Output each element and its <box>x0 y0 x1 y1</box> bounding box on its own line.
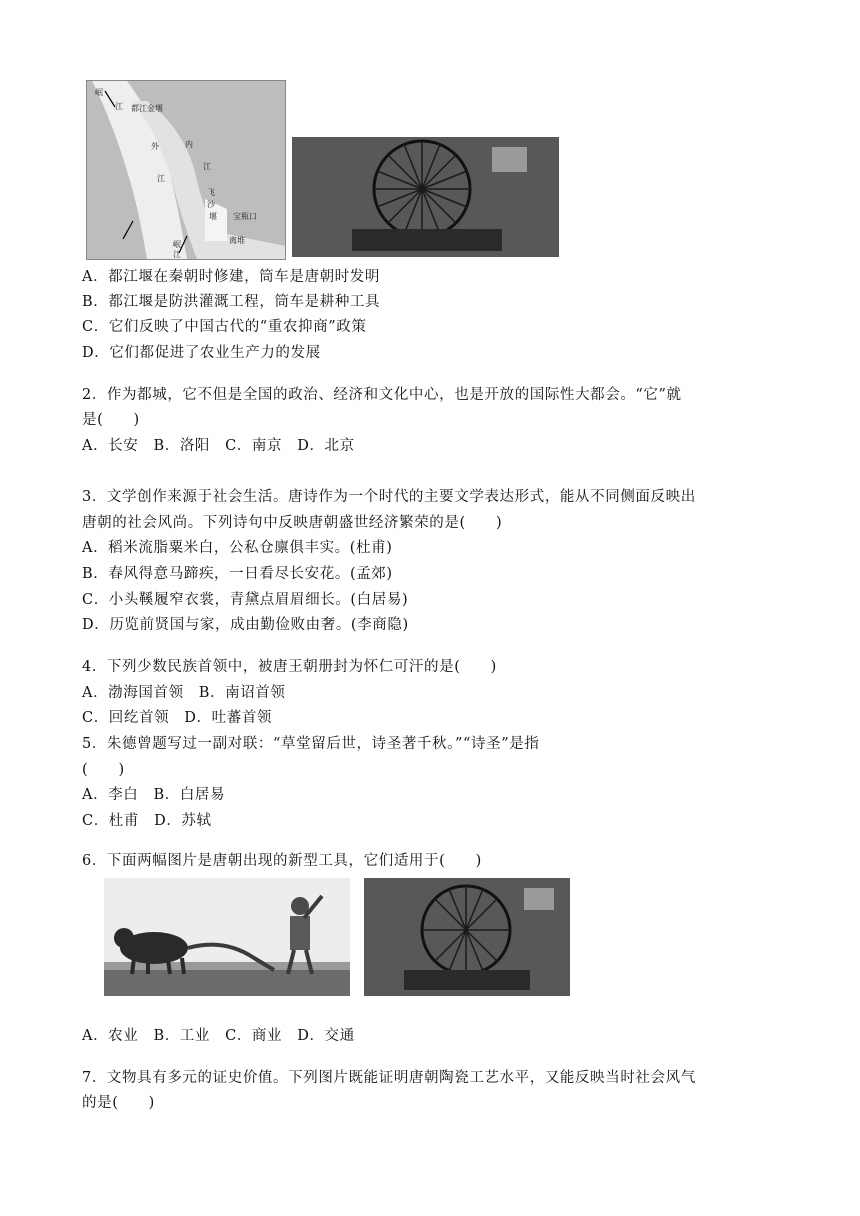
q3-stem-line1: 3．文学创作来源于社会生活。唐诗作为一个时代的主要文学表达形式，能从不同侧面反映出 <box>82 489 696 505</box>
q1-option-b: B．都江堰是防洪灌溉工程，筒车是耕种工具 <box>82 294 381 310</box>
q2-stem-line2: 是( ) <box>82 412 140 428</box>
q3-option-c: C．小头鞵履窄衣裳，青黛点眉眉细长。(白居易) <box>82 592 409 608</box>
q3-option-d: D．历览前贤国与家，成由勤俭败由奢。(李商隐) <box>82 617 409 633</box>
q5-stem-line2: ( ) <box>82 762 125 778</box>
map-label: 离堆 <box>229 236 245 245</box>
q7-stem-line1: 7．文物具有多元的证史价值。下列图片既能证明唐朝陶瓷工艺水平，又能反映当时社会风气 <box>82 1070 696 1086</box>
water-wheel-drawing-2 <box>364 878 570 996</box>
dujiangyan-map-image <box>86 80 286 260</box>
map-label: 宝瓶口 <box>233 212 257 221</box>
water-wheel-drawing <box>292 137 559 257</box>
map-label: 江 <box>115 102 123 111</box>
q3-stem-line2: 唐朝的社会风尚。下列诗句中反映唐朝盛世经济繁荣的是( ) <box>82 515 503 531</box>
q7-stem-line2: 的是( ) <box>82 1095 155 1111</box>
q5-stem-line1: 5．朱德曾题写过一副对联：“草堂留后世，诗圣著千秋。”“诗圣”是指 <box>82 736 540 752</box>
q5-options-line1: A．李白 B．白居易 <box>82 787 226 803</box>
map-label: 江 <box>173 250 181 259</box>
map-label: 沙 <box>207 200 215 209</box>
q3-option-b: B．春风得意马蹄疾，一日看尽长安花。(孟郊) <box>82 566 393 582</box>
water-wheel-photo <box>292 137 559 257</box>
map-label: 飞 <box>207 188 215 197</box>
q6-options: A．农业 B．工业 C．商业 D．交通 <box>82 1028 355 1044</box>
q1-option-c: C．它们反映了中国古代的“重农抑商”政策 <box>82 319 367 335</box>
q3-option-a: A．稻米流脂粟米白，公私仓廪俱丰实。(杜甫) <box>82 540 393 556</box>
map-label: 岷 <box>173 240 181 249</box>
q5-options-line2: C．杜甫 D．苏轼 <box>82 813 212 829</box>
q1-option-a: A．都江堰在秦朝时修建，筒车是唐朝时发明 <box>82 269 380 285</box>
map-label: 岷 <box>95 88 103 97</box>
ox-plough-illustration <box>104 878 350 996</box>
q6-stem: 6．下面两幅图片是唐朝出现的新型工具，它们适用于( ) <box>82 853 482 869</box>
q4-options-line2: C．回纥首领 D．吐蕃首领 <box>82 710 273 726</box>
plough-drawing <box>104 878 350 996</box>
map-label: 江 <box>203 162 211 171</box>
q4-stem: 4．下列少数民族首领中，被唐王朝册封为怀仁可汗的是( ) <box>82 659 497 675</box>
map-label: 外 <box>151 142 159 151</box>
map-label: 都江金堰 <box>131 104 163 113</box>
map-label: 堰 <box>209 212 217 221</box>
q4-options-line1: A．渤海国首领 B．南诏首领 <box>82 685 286 701</box>
q1-option-d: D．它们都促进了农业生产力的发展 <box>82 345 321 361</box>
q2-stem-line1: 2．作为都城，它不但是全国的政治、经济和文化中心，也是开放的国际性大都会。“它”就 <box>82 387 682 403</box>
map-label: 内 <box>185 140 193 149</box>
water-wheel-photo-2 <box>364 878 570 996</box>
q2-options: A．长安 B．洛阳 C．南京 D．北京 <box>82 438 355 454</box>
map-label: 江 <box>157 174 165 183</box>
